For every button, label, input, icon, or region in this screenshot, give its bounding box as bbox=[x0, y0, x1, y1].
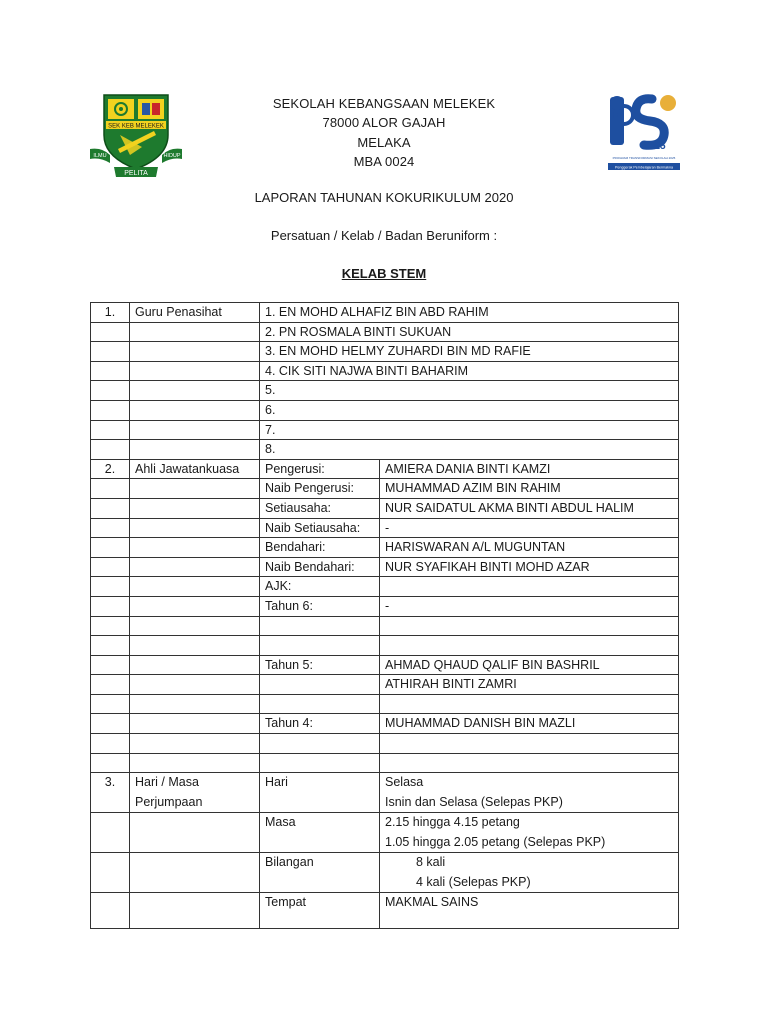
report-table bbox=[90, 302, 679, 929]
table-row bbox=[91, 400, 679, 420]
section-label bbox=[130, 773, 260, 813]
table-row bbox=[91, 381, 679, 401]
role-cell bbox=[260, 694, 380, 714]
table-row bbox=[91, 675, 679, 695]
section-label-line: Hari / Masa bbox=[135, 775, 199, 790]
tempat-value: MAKMAL SAINS bbox=[380, 893, 679, 929]
role-cell: Naib Bendahari: bbox=[260, 557, 380, 577]
bilangan-line: 4 kali (Selepas PKP) bbox=[416, 874, 531, 889]
advisor-cell: 3. EN MOHD HELMY ZUHARDI BIN MD RAFIE bbox=[260, 342, 679, 362]
name-cell: - bbox=[380, 596, 679, 616]
advisor-cell: 8. bbox=[260, 440, 679, 460]
svg-text:HIDUP: HIDUP bbox=[163, 153, 181, 159]
name-cell bbox=[380, 734, 679, 754]
role-cell: AJK: bbox=[260, 577, 380, 597]
report-title: LAPORAN TAHUNAN KOKURIKULUM 2020 bbox=[254, 190, 514, 205]
role-cell bbox=[260, 753, 380, 773]
name-cell bbox=[380, 753, 679, 773]
svg-text:PELITA: PELITA bbox=[124, 170, 148, 177]
ts25-logo bbox=[608, 93, 680, 171]
svg-text:PROGRAM TRANSFORMASI SEKOLAH 2: PROGRAM TRANSFORMASI SEKOLAH 2025 bbox=[612, 156, 676, 160]
name-cell: ATHIRAH BINTI ZAMRI bbox=[380, 675, 679, 695]
svg-text:ILMU: ILMU bbox=[93, 153, 107, 159]
advisor-cell: 1. EN MOHD ALHAFIZ BIN ABD RAHIM bbox=[260, 303, 679, 323]
role-cell bbox=[260, 616, 380, 636]
tempat-label: Tempat bbox=[260, 893, 380, 929]
name-cell bbox=[380, 577, 679, 597]
role-cell: Tahun 5: bbox=[260, 655, 380, 675]
name-cell: NUR SYAFIKAH BINTI MOHD AZAR bbox=[380, 557, 679, 577]
hari-value bbox=[380, 773, 679, 813]
role-cell: Tahun 4: bbox=[260, 714, 380, 734]
role-cell: Pengerusi: bbox=[260, 459, 380, 479]
advisor-cell: 4. CIK SITI NAJWA BINTI BAHARIM bbox=[260, 361, 679, 381]
hari-line: Selasa bbox=[385, 775, 424, 790]
bilangan-line: 8 kali bbox=[416, 855, 446, 870]
table-row bbox=[91, 479, 679, 499]
name-cell: MUHAMMAD DANISH BIN MAZLI bbox=[380, 714, 679, 734]
advisor-cell: 5. bbox=[260, 381, 679, 401]
section-number: 1. bbox=[91, 303, 130, 323]
advisor-cell: 7. bbox=[260, 420, 679, 440]
table-row bbox=[91, 714, 679, 734]
section-label: Ahli Jawatankuasa bbox=[130, 459, 260, 479]
group-label: Persatuan / Kelab / Badan Beruniform : bbox=[270, 228, 498, 243]
table-row bbox=[91, 303, 679, 323]
name-cell: NUR SAIDATUL AKMA BINTI ABDUL HALIM bbox=[380, 498, 679, 518]
table-row bbox=[91, 440, 679, 460]
hari-label: Hari bbox=[260, 773, 380, 813]
table-row bbox=[91, 596, 679, 616]
role-cell bbox=[260, 734, 380, 754]
masa-line: 1.05 hingga 2.05 petang (Selepas PKP) bbox=[385, 834, 606, 849]
table-row bbox=[91, 498, 679, 518]
advisor-cell: 6. bbox=[260, 400, 679, 420]
school-state: MELAKA bbox=[357, 134, 411, 150]
table-row bbox=[91, 813, 679, 853]
name-cell: AHMAD QHAUD QALIF BIN BASHRIL bbox=[380, 655, 679, 675]
role-cell: Bendahari: bbox=[260, 538, 380, 558]
table-row bbox=[91, 636, 679, 656]
table-row bbox=[91, 459, 679, 479]
table-row bbox=[91, 518, 679, 538]
name-cell bbox=[380, 694, 679, 714]
table-row bbox=[91, 694, 679, 714]
role-cell: Naib Setiausaha: bbox=[260, 518, 380, 538]
school-code: MBA 0024 bbox=[353, 153, 415, 169]
name-cell: MUHAMMAD AZIM BIN RAHIM bbox=[380, 479, 679, 499]
masa-value bbox=[380, 813, 679, 853]
name-cell: HARISWARAN A/L MUGUNTAN bbox=[380, 538, 679, 558]
table-row bbox=[91, 322, 679, 342]
table-row bbox=[91, 616, 679, 636]
hari-line: Isnin dan Selasa (Selepas PKP) bbox=[385, 794, 563, 809]
school-name: SEKOLAH KEBANGSAAN MELEKEK bbox=[272, 96, 496, 111]
svg-text:SEK KEB MELEKEK: SEK KEB MELEKEK bbox=[108, 123, 164, 130]
table-row bbox=[91, 420, 679, 440]
table-row bbox=[91, 342, 679, 362]
masa-line: 2.15 hingga 4.15 petang bbox=[385, 815, 520, 830]
table-row bbox=[91, 753, 679, 773]
name-cell: AMIERA DANIA BINTI KAMZI bbox=[380, 459, 679, 479]
role-cell bbox=[260, 675, 380, 695]
table-row bbox=[91, 361, 679, 381]
table-row bbox=[91, 853, 679, 893]
role-cell: Naib Pengerusi: bbox=[260, 479, 380, 499]
table-row bbox=[91, 577, 679, 597]
section-number: 2. bbox=[91, 459, 130, 479]
role-cell: Tahun 6: bbox=[260, 596, 380, 616]
table-row bbox=[91, 655, 679, 675]
table-row bbox=[91, 773, 679, 813]
section-label: Guru Penasihat bbox=[130, 303, 260, 323]
name-cell bbox=[380, 636, 679, 656]
name-cell bbox=[380, 616, 679, 636]
role-cell bbox=[260, 636, 380, 656]
club-name: KELAB STEM bbox=[341, 266, 427, 281]
bilangan-label: Bilangan bbox=[260, 853, 380, 893]
table-row bbox=[91, 557, 679, 577]
school-postcode-city: 78000 ALOR GAJAH bbox=[322, 115, 446, 131]
name-cell: - bbox=[380, 518, 679, 538]
svg-text:Penggerak Pembelajaran Bermakn: Penggerak Pembelajaran Bermakna bbox=[615, 165, 673, 170]
svg-text:25: 25 bbox=[654, 141, 666, 152]
table-row bbox=[91, 538, 679, 558]
table-row bbox=[91, 893, 679, 929]
section-number: 3. bbox=[91, 773, 130, 813]
advisor-cell: 2. PN ROSMALA BINTI SUKUAN bbox=[260, 322, 679, 342]
bilangan-value bbox=[380, 853, 679, 893]
table-row bbox=[91, 734, 679, 754]
section-label-line: Perjumpaan bbox=[135, 794, 203, 809]
masa-label: Masa bbox=[260, 813, 380, 853]
role-cell: Setiausaha: bbox=[260, 498, 380, 518]
